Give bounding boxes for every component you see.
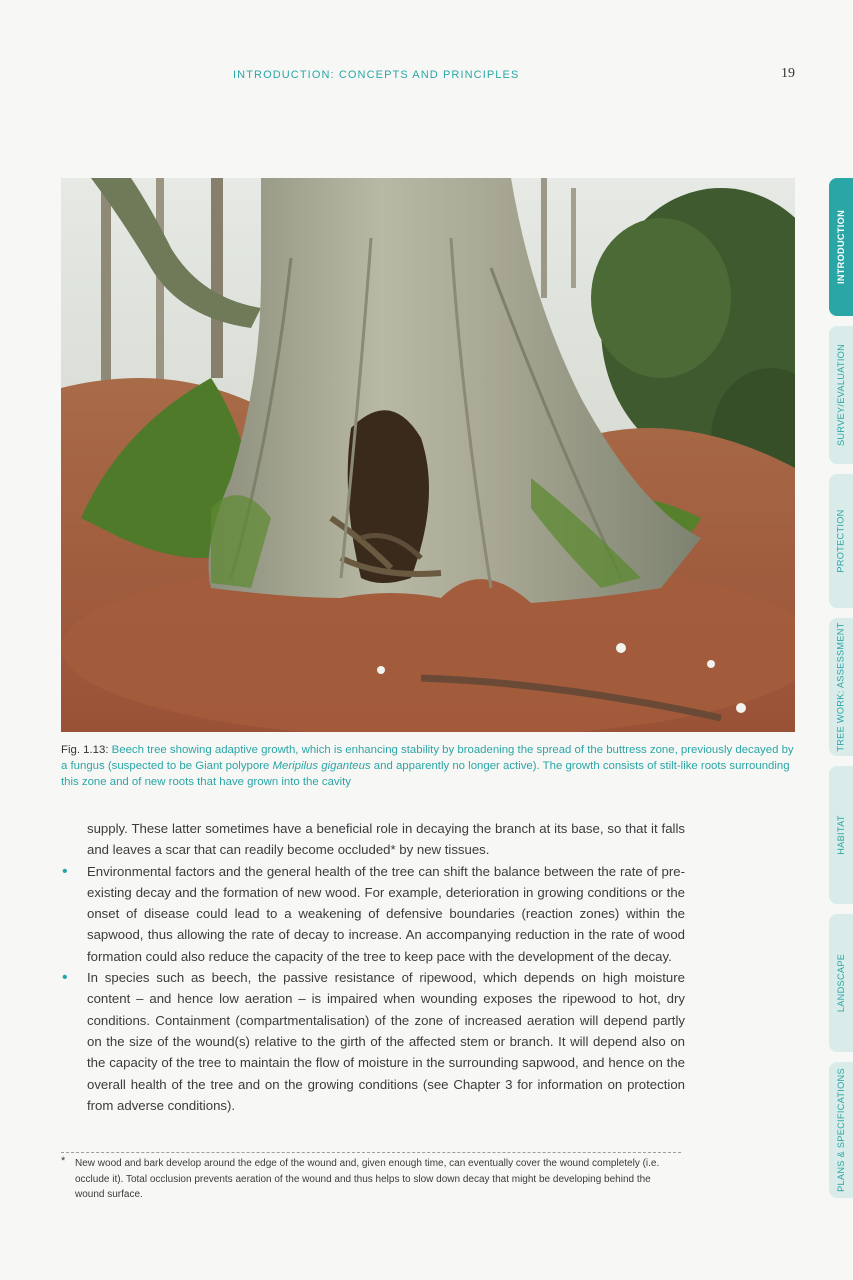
tab-label: PROTECTION	[836, 509, 847, 573]
tab-introduction[interactable]	[829, 178, 853, 316]
bullet-list	[60, 861, 685, 1117]
bullet-icon: •	[62, 862, 68, 880]
tab-tree-work-assessment[interactable]	[829, 618, 853, 756]
figure-label: Fig. 1.13:	[61, 744, 109, 756]
tab-habitat[interactable]	[829, 766, 853, 904]
footnote-divider	[61, 1152, 681, 1153]
continuation-paragraph: supply. These latter sometimes have a beneficial role in decaying the branch at its base, so that it falls and leaves a scar that can readily become occluded* by new tissues.	[87, 821, 685, 858]
tab-label: LANDSCAPE	[836, 953, 847, 1013]
tab-landscape[interactable]	[829, 914, 853, 1052]
footnote	[61, 1156, 681, 1203]
list-item	[60, 967, 685, 1116]
list-item-text: Environmental factors and the general health of the tree can shift the balance between the rate of pre-existing decay and the formation of new wood. For example, deterioration in growing conditions or the onset of disease could lead to a weakening of defensive boundaries (reaction zones) within the sapwood, thus allowing the rate of decay to increase. An accompanying reduction in the rate of wood formation could also reduce the capacity of the tree to keep pace with the development of the decay.	[87, 863, 685, 964]
running-head: INTRODUCTION: CONCEPTS AND PRINCIPLES	[233, 69, 520, 81]
tab-label: HABITAT	[836, 815, 846, 855]
tab-label: INTRODUCTION	[836, 209, 847, 285]
tab-protection[interactable]	[829, 474, 853, 608]
tab-survey-evaluation[interactable]	[829, 326, 853, 464]
tab-label: PLANS & SPECIFICATIONS	[836, 1068, 847, 1192]
page-header	[0, 66, 853, 86]
beech-tree-photo	[61, 178, 795, 732]
list-item	[60, 861, 685, 967]
bullet-icon: •	[62, 969, 68, 987]
tab-label: TREE WORK: ASSESSMENT	[836, 622, 846, 752]
caption-species: Meripilus giganteus	[272, 760, 371, 772]
tab-label: SURVEY/EVALUATION	[836, 343, 847, 447]
caption-text-2: and apparently no longer active). The growth consists of stilt-like roots surrounding this zone and of new roots that have grown into the cavity	[61, 760, 790, 788]
footnote-text: New wood and bark develop around the edge of the wound and, given enough time, can eventually cover the wound completely (i.e. occlude it). Total occlusion prevents aeration of the wound and thus helps to slow down decay that might be developing behind the wound surface.	[75, 1158, 660, 1200]
tab-plans-specifications[interactable]	[829, 1062, 853, 1198]
list-item-text: In species such as beech, the passive resistance of ripewood, which depends on high moisture content – and hence low aeration – is impaired when wounding exposes the ripewood to hot, dry conditions. Containment (compartmentalisation) of the zone of increased aeration will depend partly on the size of the wound(s) relative to the girth of the affected stem or branch. It will depend also on the capacity of the tree to maintain the flow of moisture in the surrounding sapwood, and hence on the overall health of the tree and on the growing conditions (see Chapter 3 for information on protection from adverse conditions).	[87, 970, 685, 1113]
footnote-mark: *	[61, 1155, 66, 1167]
figure-caption	[61, 742, 795, 790]
caption-text-1: Beech tree showing adaptive growth, which is enhancing stability by broadening the spread of the buttress zone, previously decayed by a fungus (suspected to be Giant polypore	[61, 744, 794, 772]
section-tabs	[829, 178, 853, 1208]
page-number: 19	[781, 66, 795, 81]
body-text	[60, 818, 685, 1116]
